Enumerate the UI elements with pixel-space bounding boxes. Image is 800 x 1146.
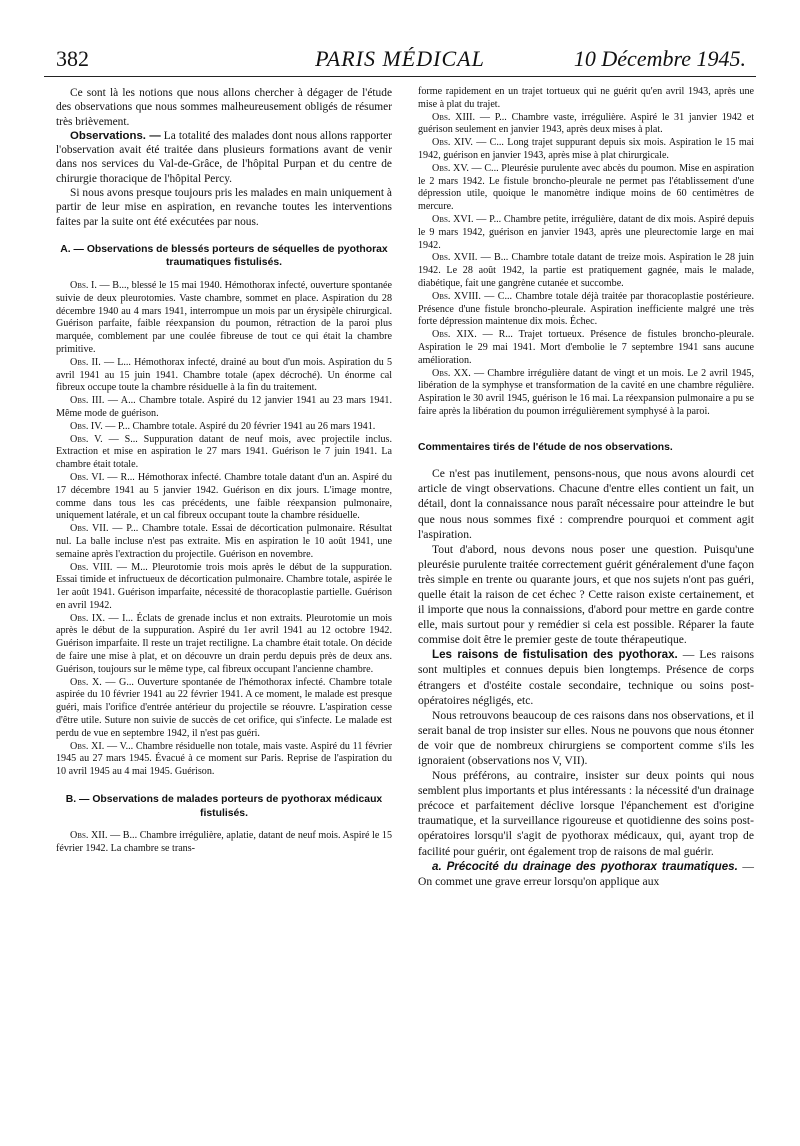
fistulisation-text: — Les raisons sont multiples et connues depuis bien longtemps. Présence de corps étrangers et d'ostéite costale secondaire, technique ou soins post-opératoires négligés, etc. [418,648,755,707]
obs-text: — R... Hémothorax infecté. Chambre totale datant d'un an. Aspiré du 17 décembre 1941 au 5 janvier 1942. Guérison en dix jours. L'image montre, comme dans tous les cas précédents, une faible réexpansion pulmonaire, uniquement latérale, et un cal fibreux occupant toute la chambre résiduelle. [56,471,392,522]
obs-label: Obs. XVI. [432,213,474,225]
section-b-title: B. — Observations de malades porteurs de pyothorax médicaux fistulisés. [65,794,383,819]
obs-label: Obs. XX. [432,367,471,379]
obs-label: Obs. VIII. [70,561,113,573]
obs-label: Obs. XV. [432,162,469,174]
observation [418,252,754,290]
obs-text: — I... Éclats de grenade inclus et non extraits. Pleurotomie un mois après le début de la suppuration. Aspiré du 1er avril 1941 au 12 octobre 1942. Guérison imparfaite. Il reste un trajet rectiligne. La chambre était totale. On décide de faire une mise à plat, et on découvre un drain perdu depuis près de deux ans. Guérison, toujours sur le même type, cal fibreux occupant l'ancienne chambre. [56,612,392,675]
observation [56,357,392,395]
commentary-title: Commentaires tirés de l'étude de nos observations. [418,441,673,453]
intro-paragraph-2-text: La totalité des malades dont nous allons rapporter l'observation avait été traitée dans plusieurs formations avant de venir dans nos services du Val-de-Grâce, de l'hôpital Purpan et du centre de chirurgie thoracique de l'hôpital Percy. [56,129,392,185]
obs-label: Obs. III. [70,395,105,407]
observation [56,613,392,677]
observation [418,163,754,214]
obs-label: Obs. XII. [70,830,108,842]
observation [56,395,392,421]
observation [56,741,392,779]
obs-label: Obs. IV. [70,420,103,432]
precocite-label: a. Précocité du drainage des pyothorax traumatiques. [432,859,738,873]
obs-label: Obs. IX. [70,612,106,624]
obs-label: Obs. VII. [70,523,109,535]
obs-label: Obs. X. [70,676,102,688]
obs-text: — S... Suppuration datant de neuf mois, avec projectile inclus. Extraction et mise en aspiration le 27 mars 1941. Guérison le 7 juin 1941. La chambre était totale. [56,433,393,471]
observation [418,214,754,252]
commentary-paragraph-3: Nous retrouvons beaucoup de ces raisons dans nos observations, et il serait banal de trop insister sur elles. Nous ne pouvons que nous étonner de voir que de nombreux chirurgiens se comportent comme s'ils les ignoraient (observations nos V, VII). [418,708,754,767]
obs-text: — P... Chambre petite, irrégulière, datant de dix mois. Aspiré depuis le 9 mars 1942, guérison en janvier 1943, après une pleurectomie large en mai 1942. [418,213,754,251]
observations-label: Observations. — [70,129,161,142]
obs-text: — P... Chambre totale. Aspiré du 20 février 1941 au 26 mars 1941. [102,420,376,432]
obs-label: Obs. XVII. [432,252,478,264]
observation [56,677,392,741]
obs-text: — B... Chambre totale datant de treize mois. Aspiration le 28 juin 1942. Le 28 août 1942, la partie est pratiquement gagnée, mais le malade, diabétique, fait une gangrène cutanée et succombe. [418,252,754,289]
journal-title: PARIS MÉDICAL [315,46,485,71]
precocite-text: — On commet une grave erreur lorsqu'on applique aux [418,859,754,888]
obs-text: — B..., blessé le 15 mai 1940. Hémothorax infecté, ouverture spontanée suivie de deux pleurotomies. Vaste chambre, sommet en place. Aspiration du 28 décembre 1940 au 4 mars 1941, interrompue un mois par un érysipèle chirurgical. Guérison parfaite, faible réexpansion du poumon, rétraction de la paroi plus marquée, comblement par une coulée fibreuse de tout ce qui était la chambre primitive. [56,279,392,355]
observation [56,472,392,523]
intro-paragraph-1: Ce sont là les notions que nous allons chercher à dégager de l'étude des observations que nous sommes malheureusement obligés de résumer très brièvement. [56,87,392,128]
fistulisation-paragraph [418,647,754,707]
intro-paragraph-3: Si nous avons presque toujours pris les malades en main uniquement à partir de leur mise en aspiration, en revanche toutes les interventions faites par la suite ont été exécutées par nous. [56,187,392,228]
obs-text: — B... Chambre irrégulière, aplatie, datant de neuf mois. Aspiré le 15 février 1942. La chambre se trans- [56,830,393,854]
obs-text: — C... Long trajet suppurant depuis six mois. Aspiration le 15 mai 1942, guérison en janvier 1943, après mise à plat chirurgicale. [418,137,754,161]
obs-label: Obs. V. [70,433,103,445]
fistulisation-label: Les raisons de fistulisation des pyothorax. [432,648,678,662]
section-b-observations-continued [418,86,754,419]
obs-text: — C... Chambre totale déjà traitée par thoracoplastie postérieure. Présence d'une fistule broncho-pleurale. Aspiration inefficiente malgré une très forte dépression maintenue dix mois. Échec. [418,290,754,328]
running-header [44,42,756,77]
observation [418,329,754,367]
left-column [56,86,392,889]
obs-text: — P... Chambre vaste, irrégulière. Aspiré le 31 janvier 1942 et guérison seulement en janvier 1943, après deux mises à plat. [418,111,755,136]
obs-text: — V... Chambre résiduelle non totale, mais vaste. Aspiré du 11 février 1945 au 27 mars 1945. Évacué à ce moment sur Paris. Reprise de l'aspiration du 10 avril 1945 au 4 mai 1945. Guérison. [56,740,392,778]
right-column [418,86,754,889]
commentary-paragraph-2: Tout d'abord, nous devons nous poser une question. Puisqu'une pleurésie purulente traitée correctement guérit généralement d'une façon très simple en trente ou quarante jours, et que nos sujets n'ont pas guéri, quelle était la raison de cet échec ? Cette raison existe certainement, et il importe que nous la connaissions, d'abord pour mettre en garde contre elle, mais surtout pour y remédier si cela est possible. Réparer la faute commise doit être le premier geste de toute thérapeutique. [418,542,754,647]
observation [56,830,392,856]
obs-text: — A... Chambre totale. Aspiré du 12 janvier 1941 au 23 mars 1941. Même mode de guérison. [56,395,392,419]
observation [56,434,392,472]
observation [418,291,754,329]
section-a-title: A. — Observations de blessés porteurs de séquelles de pyothorax traumatiques fistulisés. [60,243,388,269]
section-b-observations-start [56,830,392,856]
obs-label: Obs. XI. [70,740,105,752]
observation [56,280,392,357]
commentary-paragraph-1: Ce n'est pas inutilement, pensons-nous, que nous avons alourdi cet article de vingt observations. Chacune d'entre elles contient un fait, un détail, dont la connaissance nous paraît nécessaire pour atteindre le but que nous nous sommes fixé : comprendre pourquoi et comment agit l'aspiration. [418,467,754,541]
observation-continuation: forme rapidement en un trajet tortueux qui ne guérit qu'en avril 1943, après une mise à plat du trajet. [418,86,754,110]
obs-text: — P... Chambre totale. Essai de décortication pulmonaire. Résultat nul. La balle incluse n'est pas extraite. Mis en aspiration le 10 août 1941, une semaine après l'extraction du projectile. Guérison en novembre. [56,523,392,560]
intro-block [56,86,392,229]
obs-text: — Chambre irrégulière datant de vingt et un mois. Le 2 avril 1945, libération de la symphyse et transformation de la cavité en une chambre régulière. Aspiration le 30 avril 1945, guérison le 16 mai. La réexpansion pulmonaire a pu se faire après la libération du poumon irrégulièrement symphysé à la paroi. [418,367,754,417]
issue-date: 10 Décembre 1945. [573,46,746,71]
page-number: 382 [56,46,89,71]
obs-label: Obs. XIII. [432,111,476,123]
precocite-paragraph [418,859,754,889]
obs-label: Obs. I. [70,279,97,291]
commentary-block [418,466,754,889]
obs-label: Obs. II. [70,356,101,368]
obs-label: Obs. XIX. [432,329,477,341]
observation [56,523,392,561]
obs-text: — C... Pleurésie purulente avec abcès du poumon. Mise en aspiration le 2 mars 1942. Le fistule broncho-pleurale ne permet pas l'établissement d'une dépression utile, quoique le manomètre indique moins de 60 centimètres de mercure. [418,162,754,213]
obs-text: — G... Ouverture spontanée de l'hémothorax infecté. Chambre totale aspirée du 10 février 1941 au 22 février 1941. A ce moment, le malade est presque guéri, mais l'orifice d'entrée antérieur du projectile se réouvre. L'aspiration cesse d'être utile. Suture non suivie de succès de cet orifice, qui s'infecte. Le malade est perdu de vue en septembre 1942, il n'est pas guéri. [56,676,393,739]
obs-label: Obs. VI. [70,471,105,483]
obs-text: — L... Hémothorax infecté, drainé au bout d'un mois. Aspiration du 5 avril 1941 au 15 juin 1941. Chambre totale (apex décroché). Un énorme cal fibreux occupe toute la chambre résiduelle à la fin du traitement. [56,356,393,394]
observation [418,112,754,138]
obs-text: — M... Pleurotomie trois mois après le début de la suppuration. Essai timide et infructueux de décortication pulmonaire. Chambre totale, aspirée le 1er août 1941. Guérison imparfaite, nécessité de thoracoplastie partielle. Guérison en avril 1942. [56,561,392,611]
section-a-observations [56,280,392,779]
obs-label: Obs. XIV. [432,137,473,149]
commentary-paragraph-4: Nous préférons, au contraire, insister sur deux points qui nous semblent plus importants et plus intéressants : la nécessité d'un drainage précoce et parfaitement déclive lorsque l'épanchement est d'origine traumatique, et la surveillance rigoureuse et quotidienne des soins post-opératoires lorsqu'il s'agit de pyothorax médicaux, qui, ayant trop de facilité pour guérir, ont également trop de raisons de mal guérir. [418,769,754,858]
observation [418,368,754,419]
two-column-body [56,86,754,889]
observation [418,137,754,163]
intro-paragraph-2 [56,129,392,186]
obs-label: Obs. XVIII. [432,290,481,302]
observation [56,562,392,613]
obs-text: — R... Trajet tortueux. Présence de fistules broncho-pleurale. Aspiration le 29 mai 1941. Mort d'embolie le 7 septembre 1941 sans aucune amélioration. [418,329,754,366]
observation [56,421,392,434]
